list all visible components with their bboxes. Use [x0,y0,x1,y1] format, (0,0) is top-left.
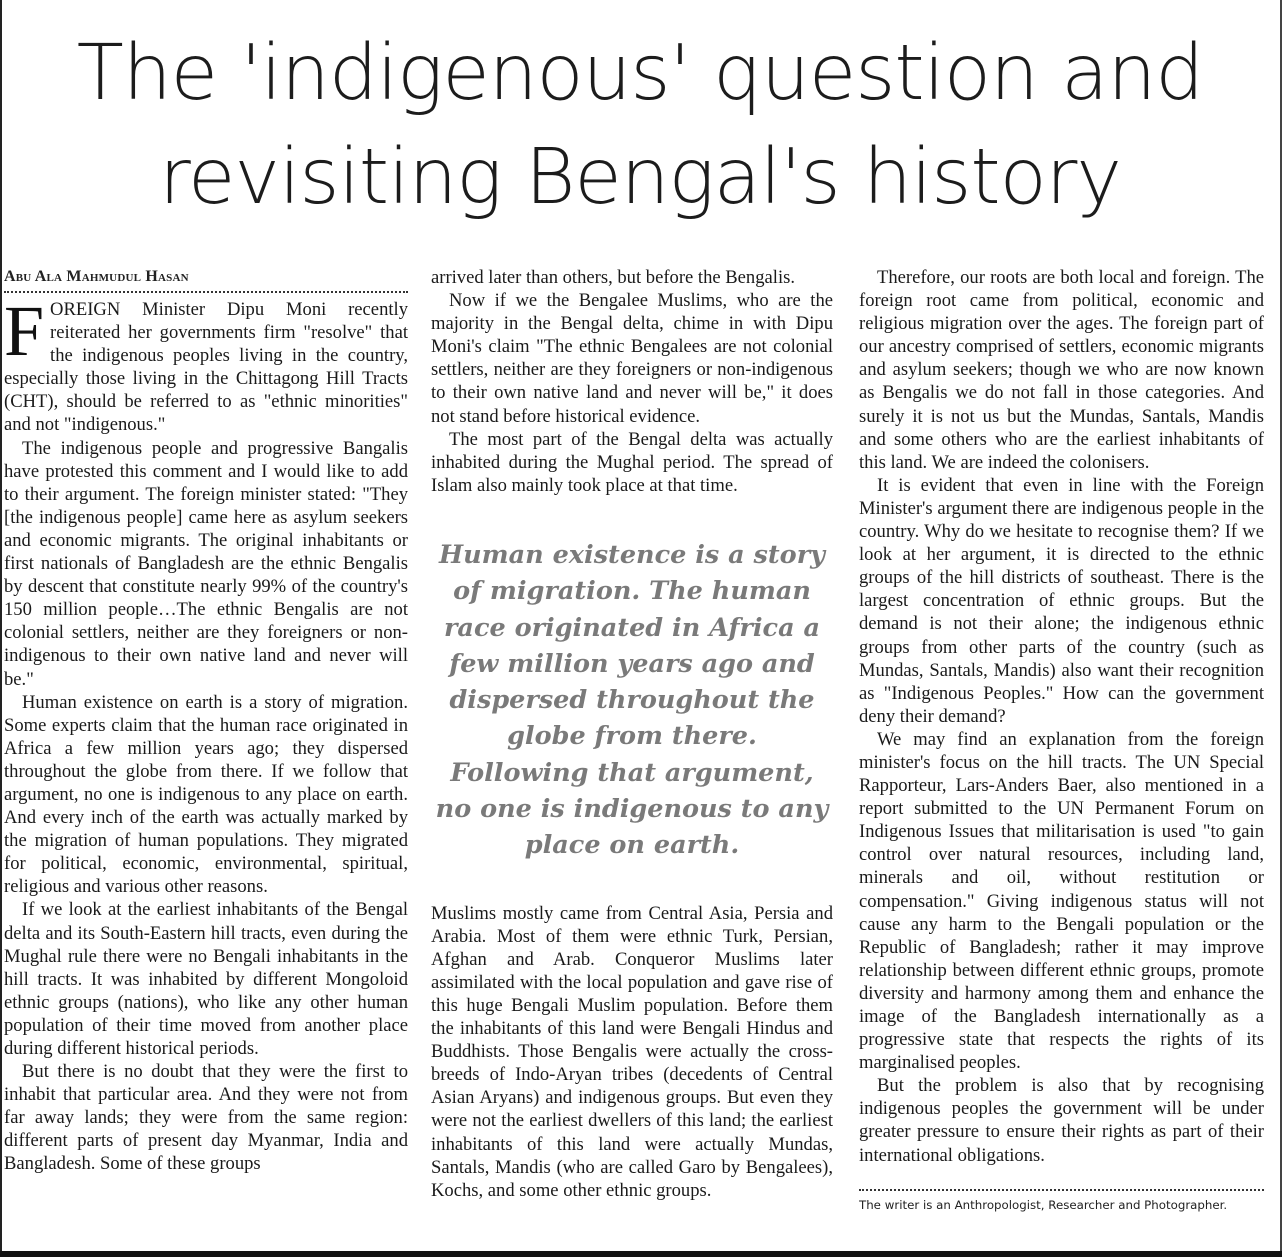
headline-line-1: The 'indigenous' question and [76,29,1204,118]
body-paragraph: Muslims mostly came from Central Asia, Persia and Arabia. Most of them were ethnic Turk, Persian, Afghan and Arab. Conqueror Muslims later assimilated with the local population and gave rise of this huge Bengali Muslim population. Before them the inhabitants of this land were Bengali Hindus and Buddhists. Those Bengalis were actually the cross-breeds of Indo-Aryan tribes (decedents of Central Asian Aryans) and indigenous groups. But even they were not the earliest dwellers of this land; the earliest inhabitants of this land were actually Mundas, Santals, Mandis (who are called Garo by Bengalees), Kochs, and some other ethnic groups. [431,902,833,1201]
headline-line-2: revisiting Bengal's history [159,133,1121,222]
body-paragraph: Human existence on earth is a story of migration. Some experts claim that the human race originated in Africa a few million years ago; they dispersed throughout the globe from there. If we follow that argument, no one is indigenous to any place on earth. And every inch of the earth was actually marked by the migration of human populations. They migrated for political, economic, environmental, spiritual, religious and various other reasons. [4,691,408,898]
author-byline: Abu Ala Mahmudul Hasan [4,266,408,293]
article-headline [40,22,1240,230]
body-paragraph: But the problem is also that by recognising indigenous peoples the government will be under greater pressure to ensure their rights as part of their international obligations. [859,1075,1264,1166]
body-paragraph: The indigenous people and progressive Bangalis have protested this comment and I would like to add to their argument. The foreign minister stated: "They [the indigenous people] came here as asylum seekers and economic migrants. The original inhabitants or first nationals of Bangladesh are the ethnic Bengalis by descent that constitute nearly 99% of the country's 150 million people…The ethnic Bengalis are not colonial settlers, neither are they foreigners or non-indigenous to their own native land and never will be." [4,437,408,690]
body-paragraph: The most part of the Bengal delta was actually inhabited during the Mughal period. The spread of Islam also mainly took place at that time. [431,428,833,496]
drop-cap: F [4,291,45,371]
article-column-1 [4,266,408,1252]
article-column-2 [431,266,833,1252]
body-paragraph: Now if we the Bengalee Muslims, who are the majority in the Bengal delta, chime in with Dipu Moni's claim "The ethnic Bengalees are not colonial settlers, neither are they foreigners or non-indigenous to their own native land and never will be," it does not stand before historical evidence. [431,290,833,427]
page-border-left [0,0,2,1257]
author-footnote: The writer is an Anthropologist, Researcher and Photographer. [859,1197,1228,1212]
article-column-3 [859,266,1264,1252]
lead-paragraph [4,291,408,437]
body-paragraph: Therefore, our roots are both local and foreign. The foreign root came from political, economic and religious migration over the ages. The foreign part of our ancestry comprised of settlers, economic migrants and asylum seekers; though we who are now known as Bengalis we do not fall in those categories. And surely it is not us but the Mundas, Santals, Mandis and some others who are the earliest inhabitants of this land. We are indeed the colonisers. [859,267,1264,473]
body-paragraph: It is evident that even in line with the Foreign Minister's argument there are indigenous people in the country. Why do we hesitate to recognise them? If we look at her argument, it is directed to the ethnic groups of the hill districts of southeast. There is the largest concentration of ethnic groups. But the demand is not their alone; the indigenous ethnic groups from other parts of the country (such as Mundas, Santals, Mandis) also want their recognition as "Indigenous Peoples." How can the government deny their demand? [859,474,1264,727]
body-paragraph: If we look at the earliest inhabitants of the Bengal delta and its South-Eastern hill tracts, even during the Mughal rule there were no Bengali inhabitants in the hill tracts. It was inhabited by different Mongoloid ethnic groups (nations), who like any other human population of their time moved from another place during different historical periods. [4,899,408,1059]
lead-paragraph-text: OREIGN Minister Dipu Moni recently reiterated her governments firm "resolve" that the indigenous peoples living in the country, especially those living in the Chittagong Hill Tracts (CHT), should be referred to as "ethnic minorities" and not "indigenous." [4,299,408,436]
body-paragraph: We may find an explanation from the foreign minister's focus on the hill tracts. The UN Special Rapporteur, Lars-Anders Baer, also mentioned in a report submitted to the UN Permanent Forum on Indigenous Issues that militarisation is used "to gain control over natural resources, including land, minerals and oil, without restitution or compensation." Giving indigenous status will not cause any harm to the Bengali population or the Republic of Bangladesh; rather it may improve relationship between different ethnic groups, promote diversity and harmony among them and enhance the image of the Bangladesh internationally as a progressive state that respects the rights of its marginalised peoples. [859,728,1264,1074]
body-paragraph: arrived later than others, but before the Bengalis. [431,267,795,288]
pull-quote: Human existence is a story of migration. The human race originated in Africa a few million years ago and dispersed throughout the globe from there. Following that argument, no one is indigenous to any place on earth. [435,539,829,861]
footnote-divider [859,1189,1264,1213]
body-paragraph: But there is no doubt that they were the first to inhabit that particular area. And they were not from far away lands; they were from the same region: different parts of present day Myanmar, India and Bangladesh. Some of these groups [4,1061,408,1175]
